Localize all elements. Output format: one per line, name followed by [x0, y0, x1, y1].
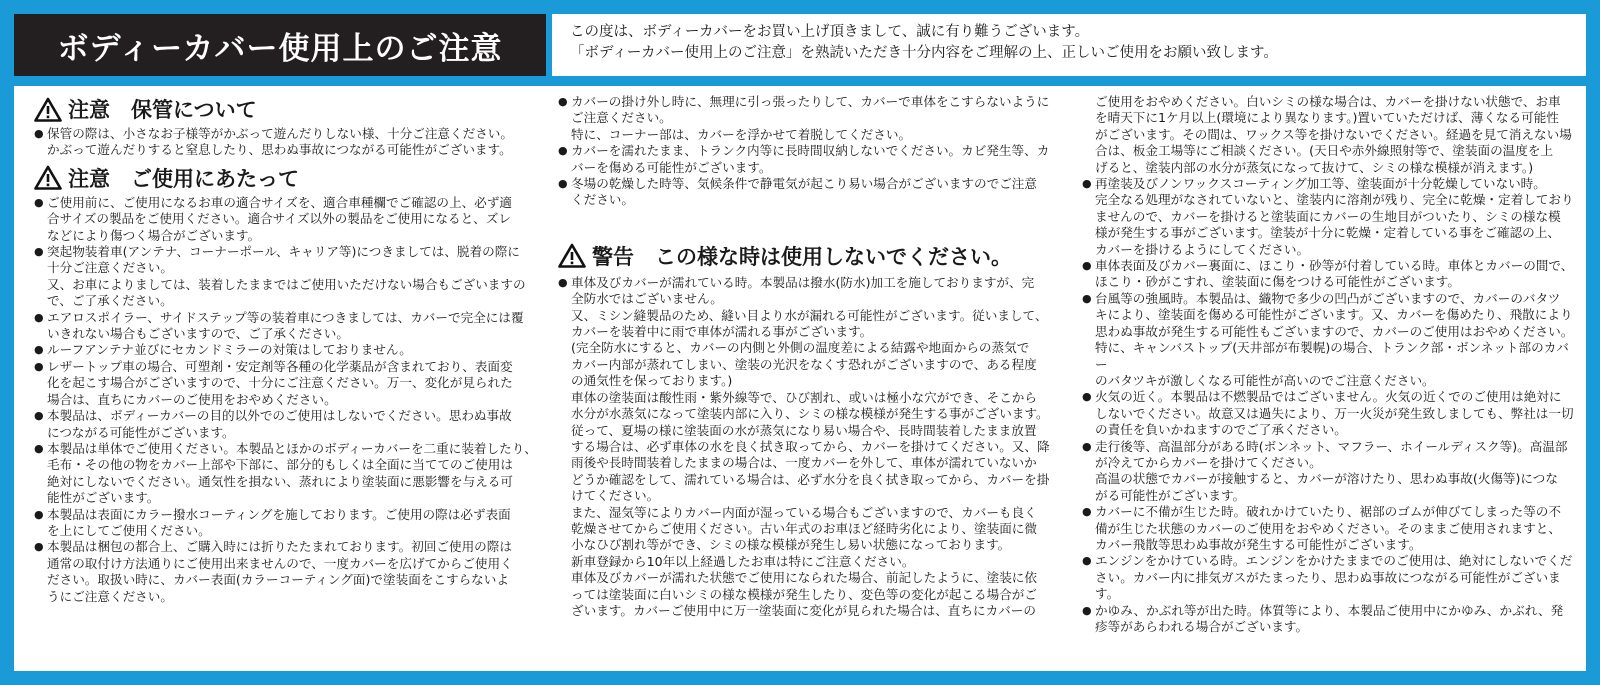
- list-item: ● カバーの掛け外し時に、無理に引っ張ったりして、カバーで車体をこすらないように ご注意ください。 特に、コーナー部は、カバーを浮かせて着脱してください。: [558, 94, 1050, 142]
- list-item: ● ご使用前に、ご使用になるお車の適合サイズを、適合車種欄でご確認の上、必ず適 合サイズの製品をご使用ください。適合サイズ以外の製品をご使用になると、ズレ などにより傷つく場合がございます。: [34, 194, 512, 243]
- bullet: ●: [1082, 505, 1092, 519]
- bullet: ●: [1082, 177, 1092, 191]
- list-item: ● 突起物装着車(アンテナ、コーナーポール、キャリア等)につきましては、脱着の際に 十分ご注意ください。 又、お車によりましては、装着したままではご使用いただけない場合もございますの で、ご了承ください。: [34, 244, 526, 309]
- bullet: ●: [34, 127, 44, 140]
- intro-text: [552, 14, 1586, 76]
- list-item: ● 再塗装及びノンワックスコーティング加工等、塗装面が十分乾燥していない時。 完全なる処理がなされていないと、塗装内に溶剤が残り、完全に乾燥・定着しており ませんので、カバーを掛けると塗装面にカバーの生地目がついたり、シミの様な模 様が発生する事がございます。塗装が十分に乾燥・定着している事をご確認の上、 カバーを掛けるようにしてください。: [1082, 176, 1574, 257]
- bullet: ●: [34, 310, 44, 324]
- list-item: ● カバーに不備が生じた時。破れかけていたり、裾部のゴムが伸びてしまった等の不 備が生じた状態のカバーのご使用をおやめください。そのままご使用されますと、 カバー飛散等思わぬ事故が発生する可能性がございます。: [1082, 504, 1561, 552]
- bullet: ●: [34, 441, 44, 455]
- list-item: ● エンジンをかけている時。エンジンをかけたままでのご使用は、絶対にしないでくだ さい。カバー内に排気ガスがたまったり、思わぬ事故につながる可能性がございます。: [1082, 553, 1573, 602]
- list-item: ● 台風等の強風時。本製品は、織物で多少の凹凸がございますので、カバーのバタツ キにより、塗装面を傷める可能性がございます。又、カバーを傷めたり、飛散により 思わぬ事故が発生する可能性もございますので、カバーのご使用はおやめください。 特に、キャンバストップ(天井部が布製幌)の場合、トランク部・ボンネット部のカバー のバタツキが激しくなる可能性が高いのでご注意ください。: [1082, 290, 1574, 388]
- list-item: ● レザートップ車の場合、可塑剤・安定剤等各種の化学薬品が含まれており、表面変 化を起こす場合がございますので、十分にご注意ください。万一、変化が見られた 場合は、直ちにカバーのご使用をおやめください。: [34, 358, 513, 407]
- list-item: ● 保管の際は、小さなお子様等がかぶって遊んだりしない様、十分ご注意ください。 かぶって遊んだりすると窒息したり、思わぬ事故につながる可能性がございます。: [34, 126, 513, 158]
- warning-triangle-icon: [34, 165, 62, 190]
- bullet: ●: [34, 343, 44, 357]
- bullet: ●: [558, 275, 568, 289]
- bullet: ●: [558, 95, 568, 108]
- list-item: ● 冬場の乾燥した時等、気候条件で静電気が起こり易い場合がございますのでご注意 ください。: [558, 176, 1037, 208]
- list-item: ● エアロスポイラー、サイドステップ等の装着車につきましては、カバーで完全には覆 いきれない場合もございますので、ご了承ください。: [34, 309, 524, 342]
- bullet: ●: [34, 409, 44, 423]
- warning-triangle-icon: [558, 243, 586, 268]
- section-heading-text: 警告 この様な時は使用しないでください。: [592, 244, 1012, 269]
- bullet: ●: [1082, 603, 1092, 617]
- column-2: [544, 86, 1072, 671]
- intro-line: 「ボディーカバー使用上のご注意」を熟読いただき十分内容をご理解の上、正しいご使用をお願い致します。: [570, 45, 1278, 61]
- list-item: ● ルーフアンテナ並びにセカンドミラーの対策はしておりません。: [34, 342, 412, 358]
- notice-body: [14, 86, 1586, 671]
- list-item: ● 本製品は表面にカラー撥水コーティングを施しております。ご使用の際は必ず表面 を上にしてご使用ください。: [34, 506, 511, 538]
- list-item: ● 車体表面及びカバー裏面に、ほこり・砂等が付着している時。車体とカバーの間で、 ほこり・砂がこすれ、塗装面に傷をつける可能性がございます。: [1082, 258, 1574, 290]
- intro-line: この度は、ボディーカバーをお買い上げ頂きまして、誠に有り難うございます。: [570, 24, 1090, 40]
- section-heading-warning: [558, 239, 1064, 273]
- list-item: ● 本製品は単体でご使用ください。本製品とほかのボディーカバーを二重に装着したり、 毛布・その他の物をカバー上部や下部に、部分的もしくは全面に当ててのご使用は 絶対にしないでください。通気性を損ない、蒸れにより塗装面に悪影響を与える可 能性がございます。: [34, 440, 537, 506]
- section-heading-usage: [34, 161, 538, 195]
- bullet: ●: [1082, 291, 1092, 305]
- bullet: ●: [1082, 259, 1092, 273]
- section-heading-text: 注意 ご使用にあたって: [68, 166, 299, 191]
- bullet: ●: [34, 540, 44, 554]
- bullet: ●: [1082, 439, 1092, 453]
- list-item: ● 火気の近く。本製品は不燃製品ではございません。火気の近くでのご使用は絶対に しないでください。故意又は過失により、万一火災が発生致しましても、弊社は一切 の責任を負いかねますのでご了承ください。: [1082, 389, 1574, 438]
- list-item: ● 走行後等、高温部分がある時(ボンネット、マフラー、ホイールディスク等)。高温部 が冷えてからカバーを掛けてください。 高温の状態でカバーが接触すると、カバーが溶けたり、思わぬ事故(火傷等)につな がる可能性がございます。: [1082, 438, 1568, 503]
- bullet: ●: [34, 507, 44, 521]
- bullet: ●: [34, 195, 44, 209]
- bullet: ●: [34, 359, 44, 373]
- list-item: ● 本製品は梱包の都合上、ご購入時には折りたたまれております。初回ご使用の際は 通常の取付け方法通りにご使用出来ませんので、一度カバーを広げてからご使用く ださい。取扱い時に、カバー表面(カラーコーティング面)で塗装面をこすらないよ うにご注意ください。: [34, 539, 513, 604]
- bullet: ●: [1082, 390, 1092, 404]
- list-item: ● カバーを濡れたまま、トランク内等に長時間収納しないでください。カビ発生等、カ バーを傷める可能性がございます。: [558, 143, 1050, 175]
- warning-triangle-icon: [34, 97, 62, 122]
- bullet: ●: [34, 245, 44, 259]
- column-3: [1072, 86, 1586, 671]
- bullet: ●: [1082, 554, 1092, 568]
- bullet: ●: [558, 177, 568, 191]
- page-title: ボディーカバー使用上のご注意: [14, 14, 546, 76]
- list-item-continuation: ご使用をおやめください。白いシミの様な場合は、カバーを掛けない状態で、お車 を晴天下に1ケ月以上(環境により異なります。)置いていただけば、薄くなる可能性 がございます。その間は、ワックス等を掛けないでください。経過を見て消えない場 合は、板金工場等にご相談ください。(天日や赤外線照射等で、塗装面の温度を上 げると、塗装内部の水分が蒸気になって抜けて、シミの様な模様が消えます。): [1095, 94, 1572, 175]
- list-item: ● かゆみ、かぶれ等が出た時。体質等により、本製品ご使用中にかゆみ、かぶれ、発 疹等があらわれる場合がございます。: [1082, 602, 1564, 634]
- list-item: ● 車体及びカバーが濡れている時。本製品は撥水(防水)加工を施しておりますが、完 全防水ではございません。 又、ミシン縫製品のため、縫い目より水が漏れる可能性がございます。従いまして、 カバーを装着中に雨で車体が濡れる事がございます。 (完全防水にすると、カバーの内側と外側の温度差による結露や地面からの蒸気で カバー内部が蒸れてしまい、塗装の光沢をなくす恐れがございますので、ある程度 の通気性を保っております。) 車体の塗装面は酸性雨・紫外線等で、ひび割れ、或いは極小な穴ができ、そこから 水分が水蒸気になって塗装内部に入り、シミの様な模様が発生する事がございます。 従って、夏場の様に塗装面の水が蒸気になり易い場合や、長時間装着したまま放置 する場合は、必ず車体の水を良く拭き取ってから、カバーを掛けてください。又、降 雨後や長時間装着したままの場合は、一度カバーを外して、車体が濡れていないか どうか確認をして、濡れている場合は、必ず水分を良く拭き取ってから、カバーを掛 けてください。 また、湿気等によりカバー内面が湿っている場合もございますので、カバーも良く 乾燥させてからご使用ください。古い年式のお車ほど経時劣化により、塗装面に微 小なひび割れ等ができ、シミの様な模様が発生し易い状態になっております。 新車登録から10年以上経過したお車は特にご注意ください。 車体及びカバーが濡れた状態でご使用になられた場合、前記したように、塗装に依 っては塗装面に白いシミの様な模様が発生したり、変色等の変化が起こる場合がご ざいます。カバーご使用中に万一塗装面に変化が見られた場合は、直ちにカバーの: [558, 274, 1050, 618]
- section-heading-storage: [34, 92, 538, 126]
- column-1: [14, 86, 544, 671]
- section-heading-text: 注意 保管について: [68, 98, 257, 122]
- list-item: ● 本製品は、ボディーカバーの目的以外でのご使用はしないでください。思わぬ事故 につながる可能性がございます。: [34, 408, 512, 440]
- header: [14, 14, 1586, 76]
- bullet: ●: [558, 144, 568, 158]
